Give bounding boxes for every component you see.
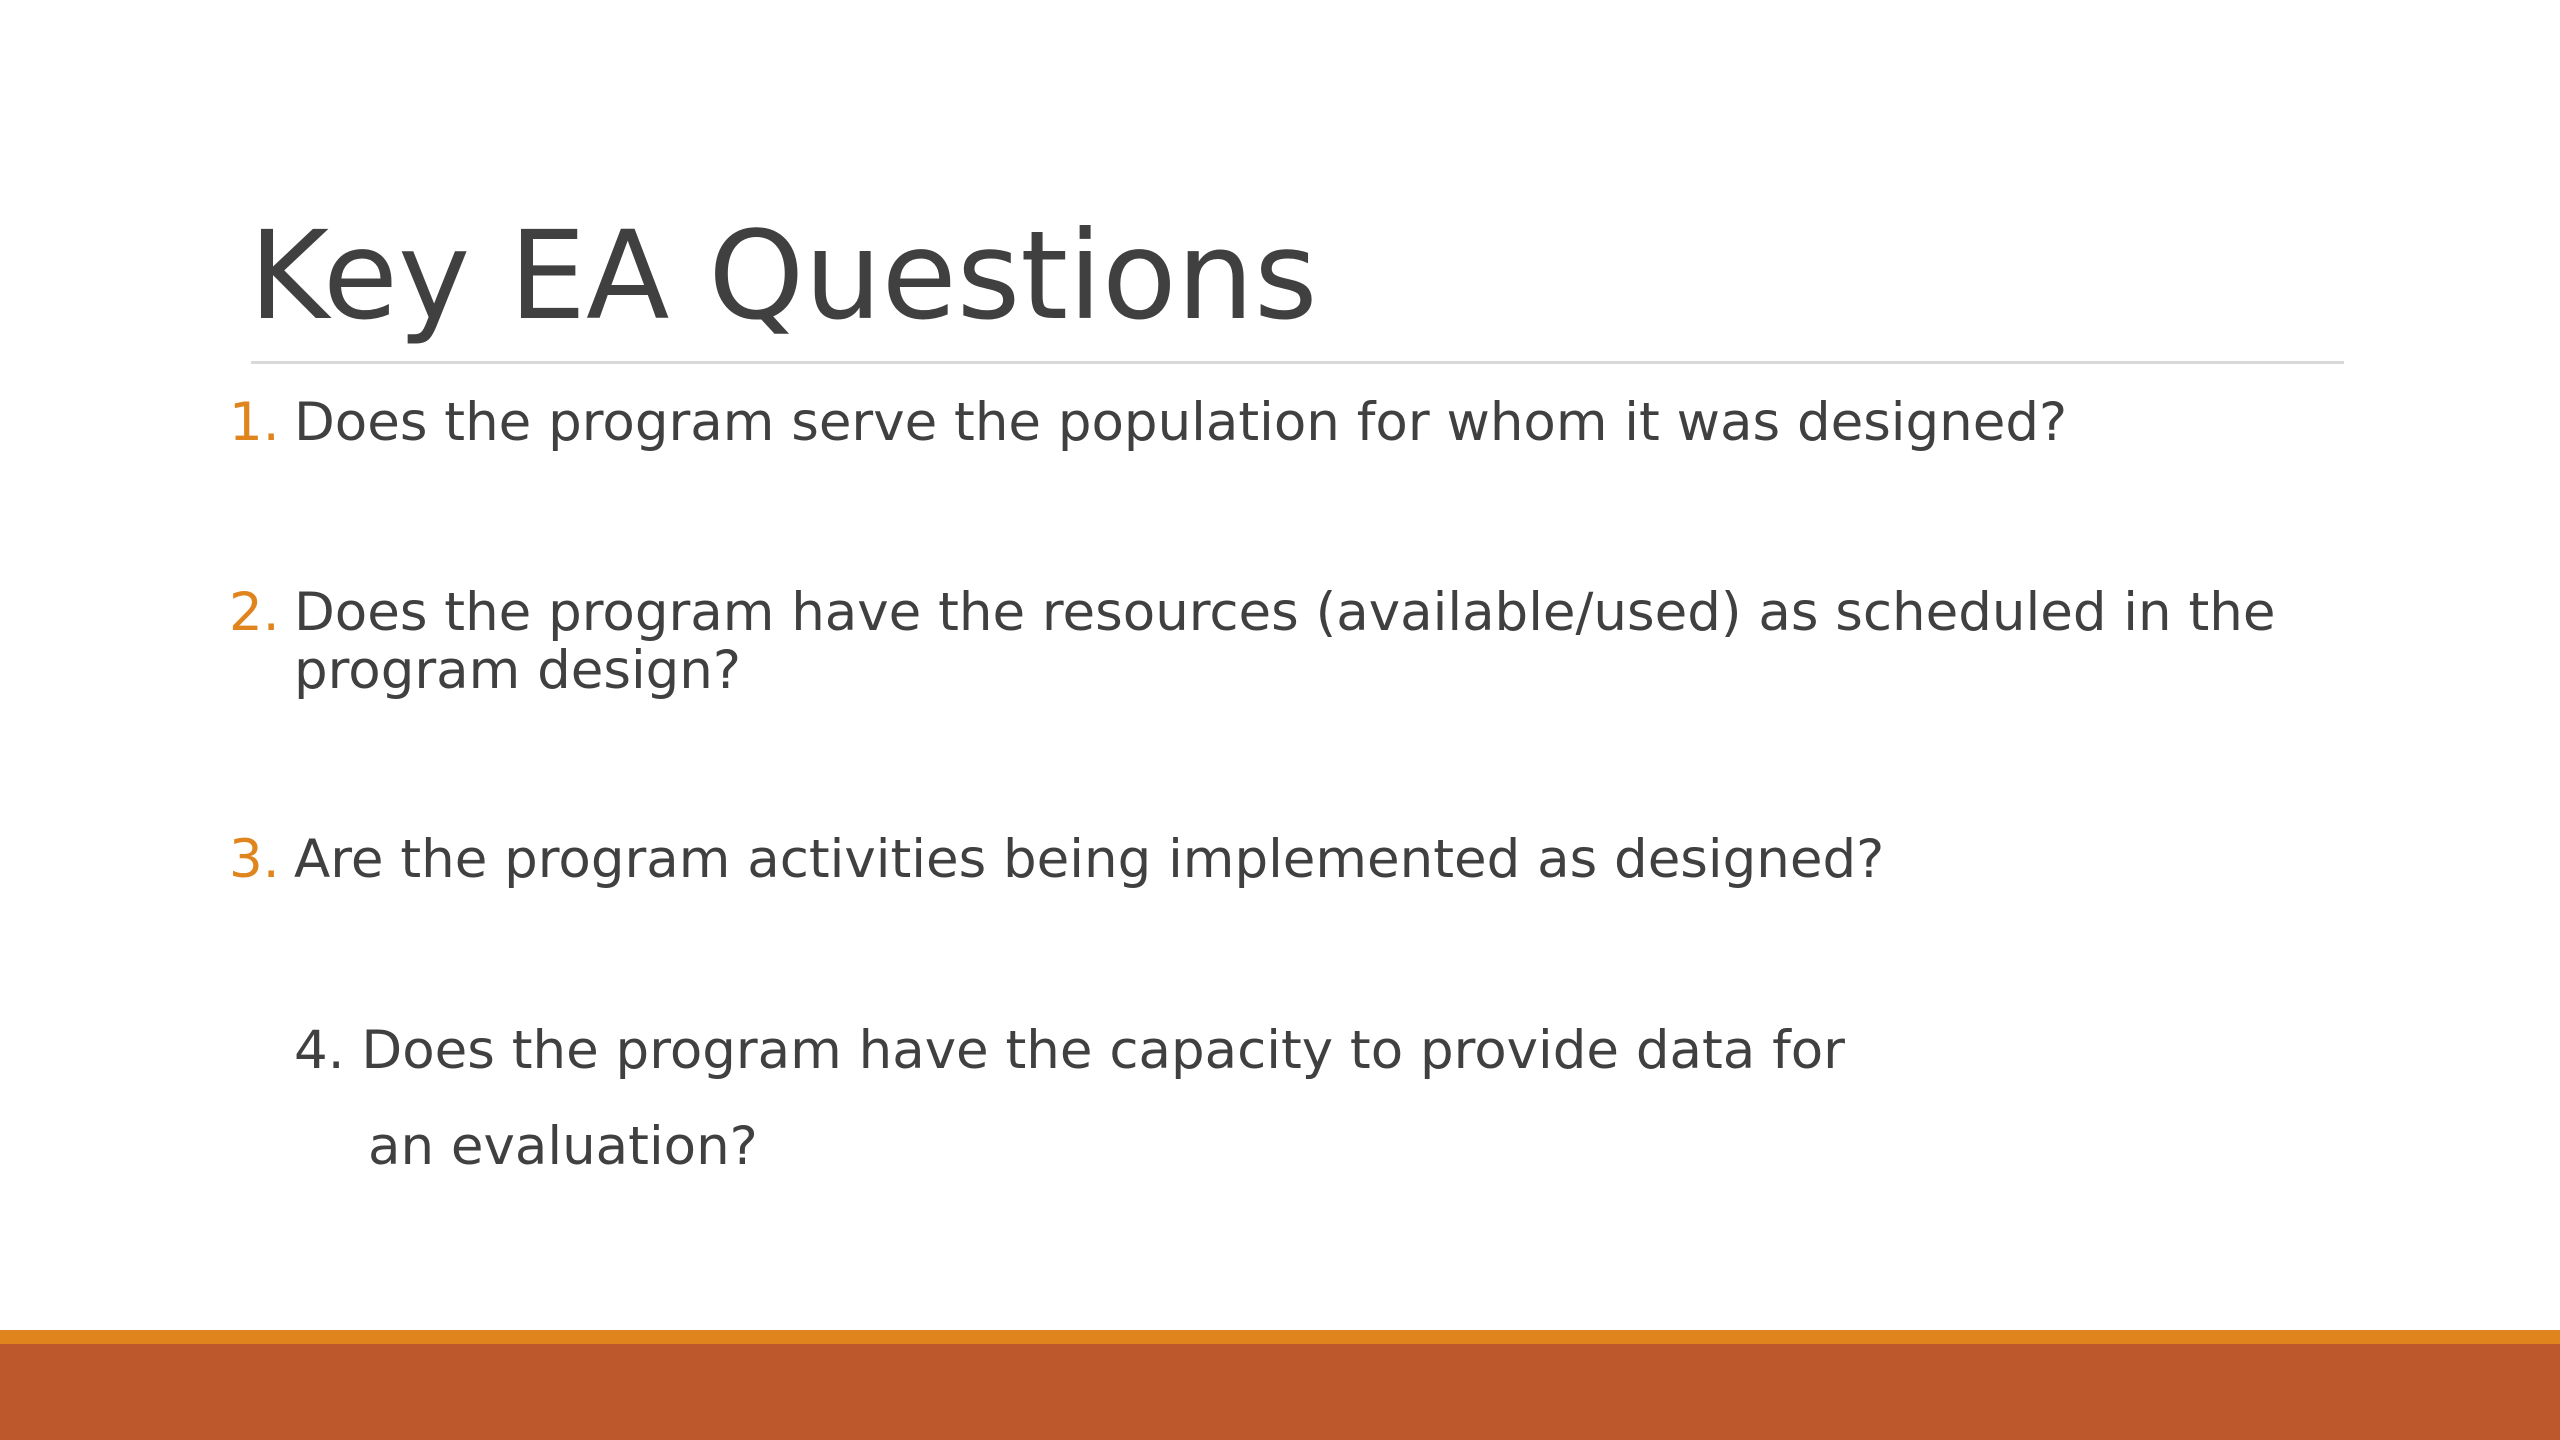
slide-title: Key EA Questions [249,205,1318,347]
question-item-2 [229,584,2349,700]
question-text-3: Are the program activities being implemented as designed? [294,829,1885,890]
footer-bar [0,1344,2560,1440]
question-text-2: Does the program have the resources (available/used) as scheduled in the program design? [294,582,2276,701]
footer-accent-stripe [0,1330,2560,1344]
question-number-2: 2. [229,582,280,643]
question-text-1: Does the program serve the population for whom it was designed? [294,392,2068,453]
question-item-1 [229,394,2349,452]
question-item-3 [229,831,2349,889]
question-item-4 [294,1016,2294,1182]
question-number-3: 3. [229,829,280,890]
question-number-1: 1. [229,392,280,453]
question-text-4-line-2: an evaluation? [368,1116,758,1177]
question-text-4-line-1: 4. Does the program have the capacity to provide data for [294,1020,1845,1081]
title-divider [251,361,2344,364]
